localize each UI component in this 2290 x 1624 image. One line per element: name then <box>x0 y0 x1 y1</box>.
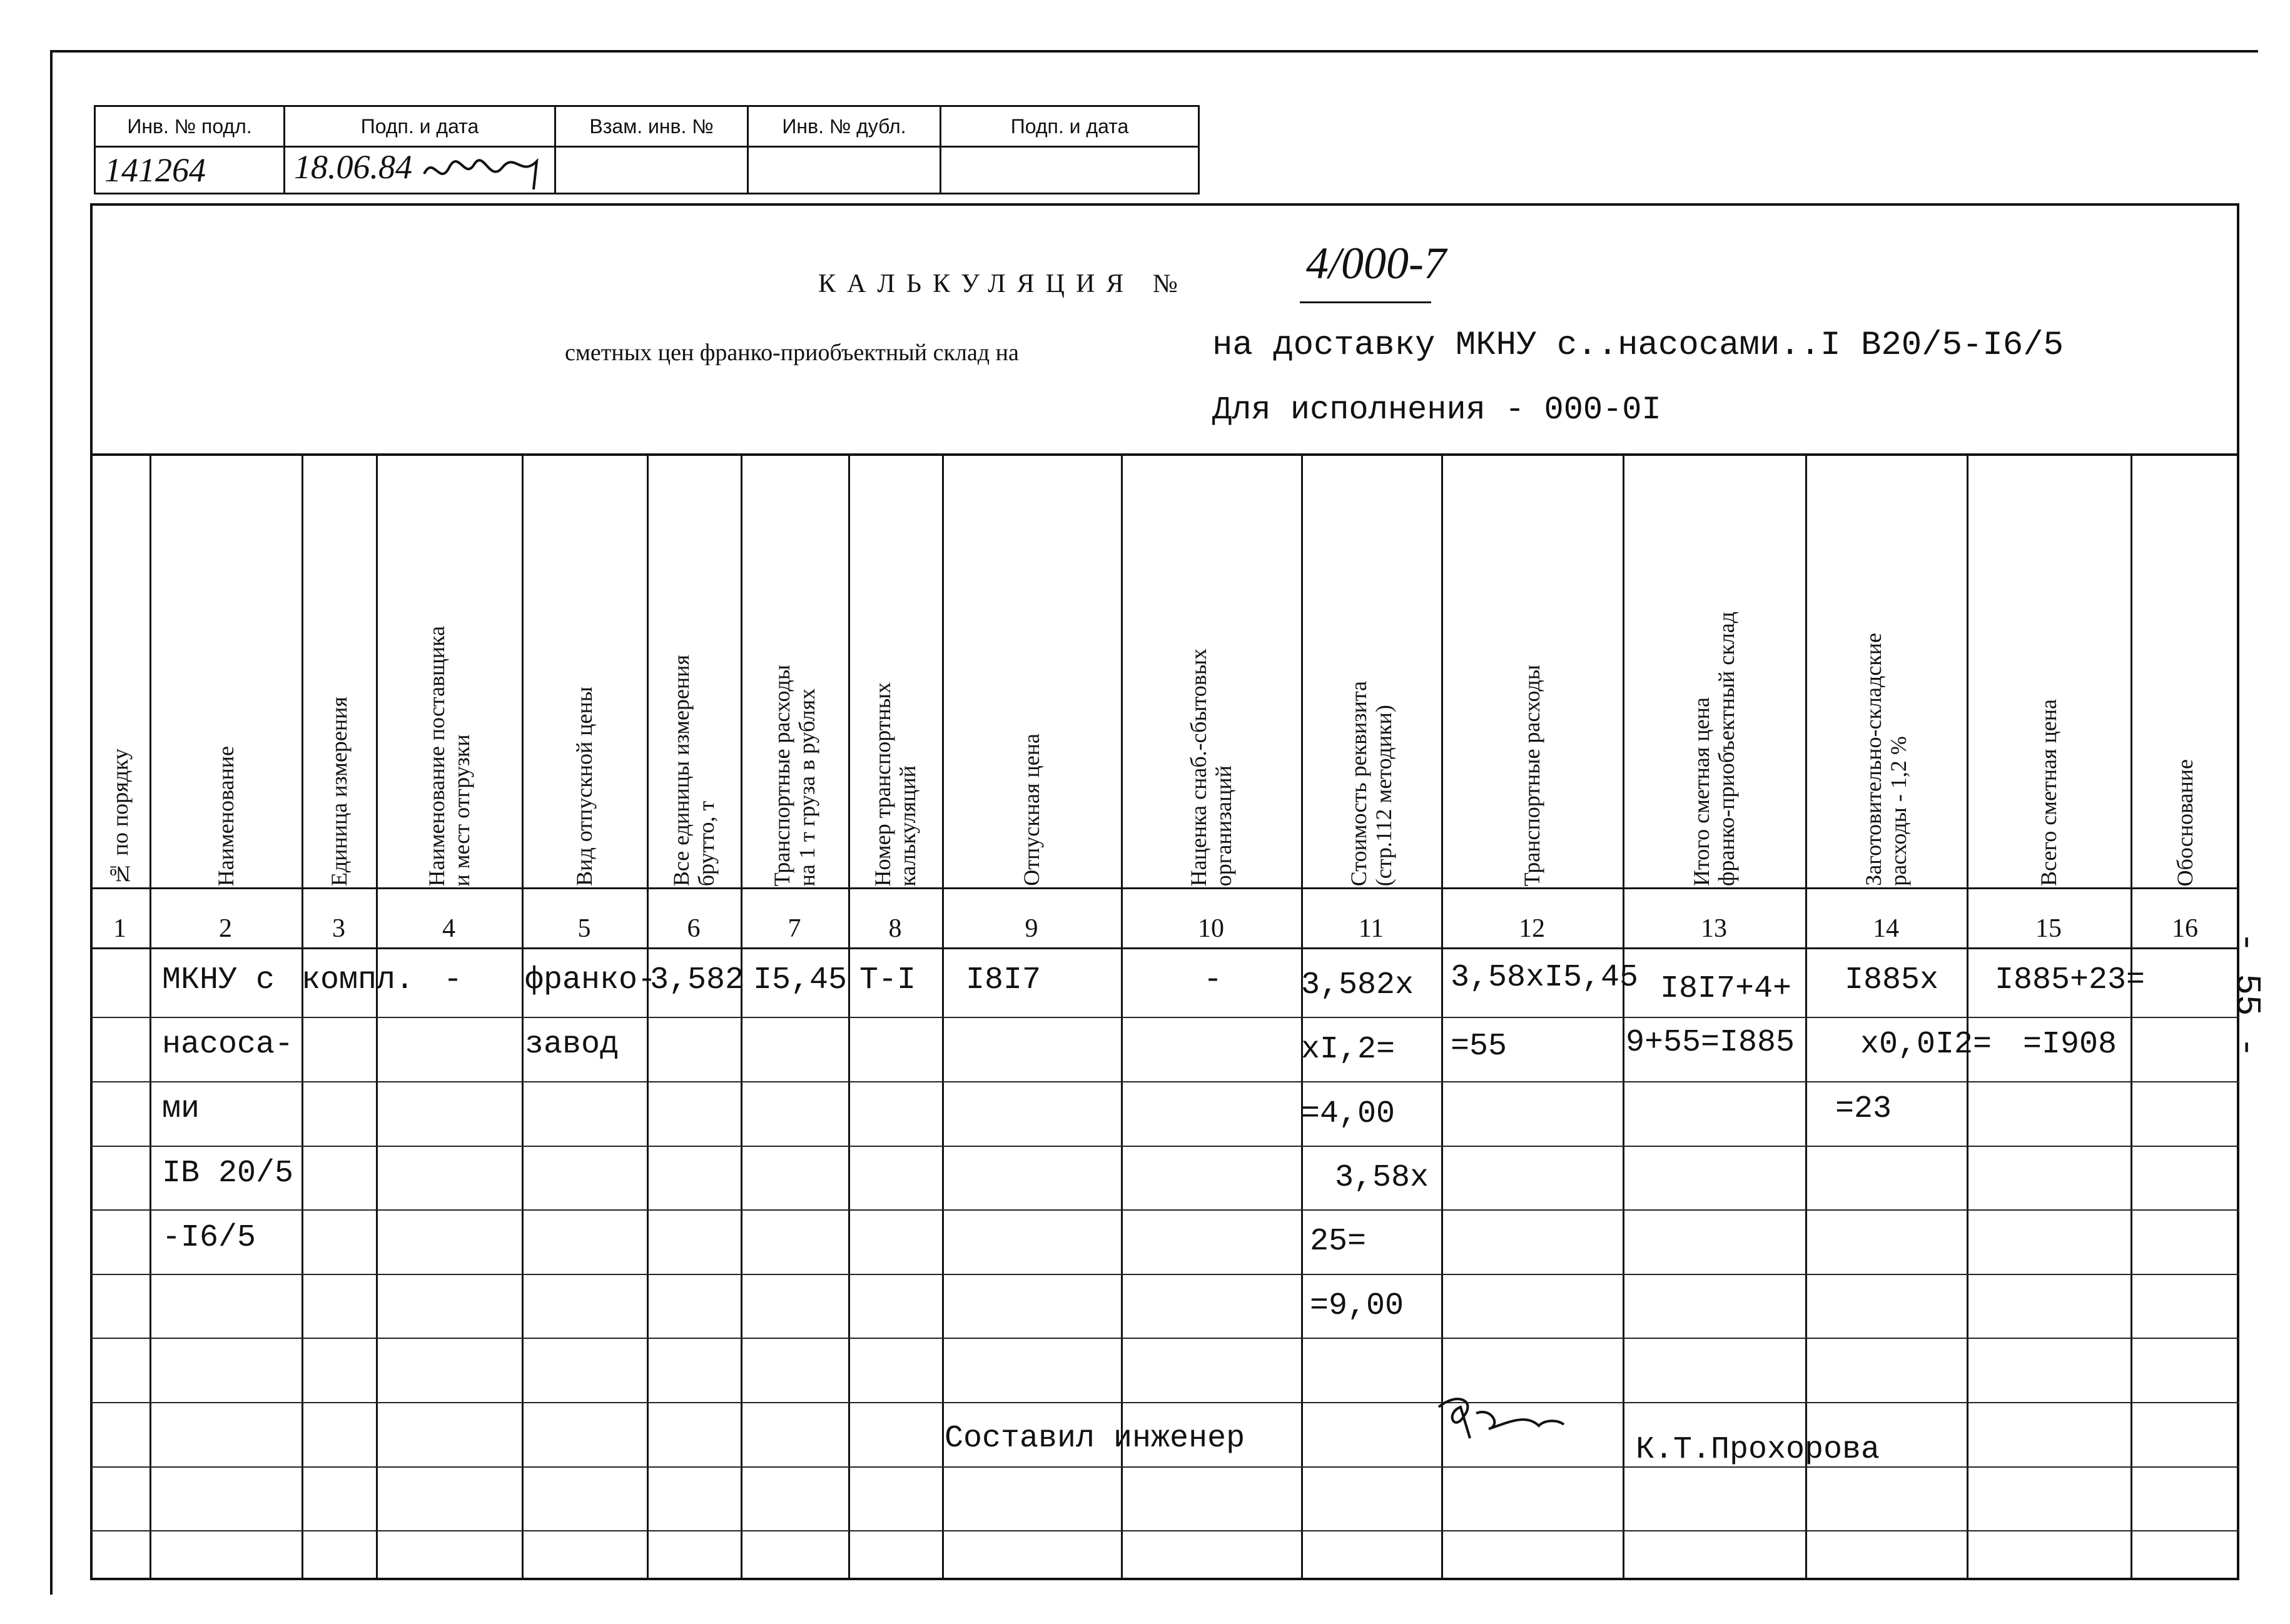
total-estimate-line: I8I7+4+ <box>1660 971 1792 1007</box>
calculation-number-underline <box>1300 301 1431 303</box>
handwritten-signature-icon <box>421 149 546 193</box>
column-header-11: Стоимость реквизита (стр.112 методики) <box>1346 680 1396 886</box>
header-bottom-line <box>90 887 2239 889</box>
stamp-value-inv-orig: 141264 <box>95 147 285 194</box>
item-name-line: МКНУ с <box>162 962 275 998</box>
stamp-header-sign-date: Подп. и дата <box>285 106 555 147</box>
row-line <box>90 1017 2239 1018</box>
transport-cost-per-ton: I5,45 <box>753 962 848 998</box>
supplier: - <box>443 962 463 998</box>
column-header-14: Заготовительно-складские расходы - 1,2 % <box>1861 633 1911 886</box>
row-line <box>90 1402 2239 1403</box>
stamp-date: 18.06.84 <box>294 148 412 186</box>
transport-calc-number: Т-I <box>859 962 916 998</box>
stamp-value-sign-date <box>285 147 555 194</box>
stamp-value-sign-date-2 <box>941 147 1199 194</box>
column-header-10: Наценка снаб.-сбытовых организаций <box>1186 648 1236 886</box>
stamp-value-replace-inv <box>555 147 748 194</box>
column-header-12: Транспортные расходы <box>1519 664 1544 886</box>
column-number: 11 <box>1358 914 1384 943</box>
title-block <box>93 206 2237 453</box>
requisite-cost-line: 3,582х <box>1301 967 1414 1003</box>
column-number: 3 <box>332 914 345 943</box>
column-header-7: Транспортные расходы на 1 т груза в рублях <box>769 664 819 886</box>
row-line <box>90 1146 2239 1147</box>
column-header-13: Итого сметная цена франко-приобъектный склад <box>1689 612 1739 886</box>
column-header-5: Вид отпускной цены <box>572 687 597 886</box>
column-header-4: Наименование поставщика и мест отгрузки <box>423 625 474 886</box>
total-estimate-line: 9+55=I885 <box>1626 1025 1795 1061</box>
price-type-line: завод <box>525 1027 619 1062</box>
document-subtitle: сметных цен франко-приобъектный склад на <box>565 340 1019 366</box>
column-number: 2 <box>219 914 232 943</box>
column-number: 1 <box>113 914 126 943</box>
calculation-number: 4/000-7 <box>1306 238 1446 288</box>
column-number: 4 <box>442 914 455 943</box>
column-header-2: Наименование <box>213 745 238 886</box>
price-type-line: франко- <box>525 962 657 998</box>
unit-of-measure: компл. <box>301 962 415 998</box>
column-number: 7 <box>788 914 801 943</box>
column-number-line <box>90 947 2239 949</box>
subject-item: на доставку МКНУ с..насосами..I В20/5-I6/5 <box>1212 326 2064 365</box>
item-name-line: ми <box>162 1091 200 1127</box>
column-number: 15 <box>2035 914 2062 943</box>
grand-total-line: =I908 <box>2023 1027 2117 1062</box>
stamp-value-dup-inv <box>748 147 941 194</box>
row-line <box>90 1081 2239 1082</box>
frame-top-line <box>50 50 2258 53</box>
column-header-6: Все единицы измерения брутто, т <box>669 654 719 886</box>
item-name-line: насоса- <box>162 1027 294 1062</box>
column-number: 13 <box>1701 914 1727 943</box>
execution-variant: Для исполнения - 000-0I <box>1212 391 1661 428</box>
frame-left-line <box>50 50 53 1595</box>
column-header-15: Всего сметная цена <box>2036 699 2061 886</box>
transport-cost-line: =55 <box>1451 1029 1507 1064</box>
column-header-3: Единица измерения <box>326 696 352 886</box>
column-number: 16 <box>2172 914 2198 943</box>
column-header-8: Номер транспортных калькуляций <box>870 682 920 886</box>
engineer-signature-icon <box>1432 1388 1570 1451</box>
stamp-header-dup-inv: Инв. № дубл. <box>748 106 941 147</box>
requisite-cost-line: 25= <box>1310 1224 1367 1259</box>
page-number: - 55 - <box>2227 932 2267 1058</box>
gross-weight: 3,582 <box>650 962 744 998</box>
composed-by-label: Составил инженер <box>945 1421 1245 1456</box>
transport-cost-line: 3,58хI5,45 <box>1451 960 1639 996</box>
requisite-cost-line: хI,2= <box>1301 1032 1396 1067</box>
column-header-1: № по порядку <box>107 748 133 886</box>
row-line <box>90 1209 2239 1211</box>
release-price: I8I7 <box>966 962 1041 998</box>
requisite-cost-line: 3,58х <box>1335 1160 1429 1196</box>
row-line <box>90 1338 2239 1339</box>
stamp-header-inv-orig: Инв. № подл. <box>95 106 285 147</box>
column-number: 9 <box>1025 914 1038 943</box>
calculation-grid <box>90 455 2239 1580</box>
column-number: 14 <box>1873 914 1899 943</box>
row-line <box>90 1466 2239 1468</box>
requisite-cost-line: =9,00 <box>1310 1288 1404 1324</box>
stamp-header-replace-inv: Взам. инв. № <box>555 106 748 147</box>
column-number: 6 <box>687 914 701 943</box>
inventory-stamp <box>94 105 1200 194</box>
row-line <box>90 1274 2239 1275</box>
column-header-9: Отпускная цена <box>1019 734 1044 886</box>
procurement-cost-line: I885х <box>1845 962 1939 998</box>
procurement-cost-line: =23 <box>1835 1091 1892 1127</box>
column-number: 12 <box>1519 914 1545 943</box>
procurement-cost-line: х0,0I2= <box>1860 1027 1992 1062</box>
item-name-line: IВ 20/5 <box>162 1156 294 1191</box>
item-name-line: -I6/5 <box>162 1220 256 1256</box>
supply-markup: - <box>1203 962 1223 998</box>
column-number: 5 <box>577 914 591 943</box>
requisite-cost-line: =4,00 <box>1301 1096 1396 1132</box>
engineer-name: К.Т.Прохорова <box>1636 1432 1880 1468</box>
column-number: 8 <box>888 914 902 943</box>
column-number: 10 <box>1198 914 1224 943</box>
row-line <box>90 1530 2239 1531</box>
document-title: КАЛЬКУЛЯЦИЯ № <box>818 270 1189 298</box>
grand-total-line: I885+23= <box>1995 962 2146 998</box>
stamp-header-sign-date-2: Подп. и дата <box>941 106 1199 147</box>
column-header-16: Обоснование <box>2172 759 2197 886</box>
